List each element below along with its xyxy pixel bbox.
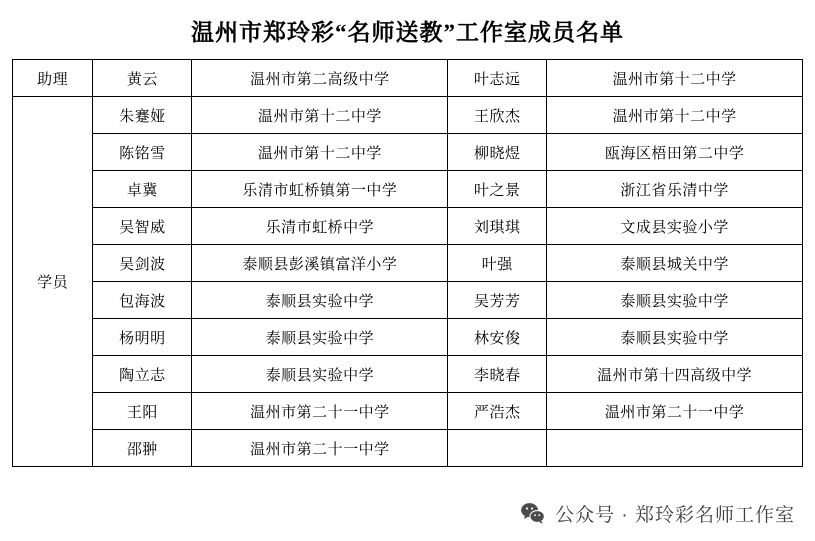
member-name: 邵翀 [93,430,192,467]
page-title: 温州市郑玲彩“名师送教”工作室成员名单 [191,20,624,45]
member-name: 卓冀 [93,171,192,208]
roster-table-container [0,59,815,467]
member-name: 严浩杰 [448,393,547,430]
table-row [13,245,803,282]
member-name: 叶强 [448,245,547,282]
table-row [13,97,803,134]
member-name: 吴智威 [93,208,192,245]
member-name: 朱蹇娅 [93,97,192,134]
member-school: 温州市第二十一中学 [547,393,803,430]
footer-text: 公众号 · 郑玲彩名师工作室 [555,505,795,526]
role-member-cell: 学员 [13,97,93,467]
member-name: 陶立志 [93,356,192,393]
member-name: 叶之景 [448,171,547,208]
table-row [13,60,803,97]
member-school [547,430,803,467]
member-school: 温州市第十四高级中学 [547,356,803,393]
member-school: 温州市第二十一中学 [192,430,448,467]
member-name [448,430,547,467]
member-name: 刘琪琪 [448,208,547,245]
member-school: 乐清市虹桥中学 [192,208,448,245]
member-name: 李晓春 [448,356,547,393]
member-school: 温州市第二十一中学 [192,393,448,430]
member-school: 泰顺县实验中学 [192,356,448,393]
member-name: 柳晓煜 [448,134,547,171]
member-name: 杨明明 [93,319,192,356]
member-name: 吴剑波 [93,245,192,282]
member-school: 温州市第十二中学 [192,97,448,134]
table-row [13,282,803,319]
member-school: 温州市第二高级中学 [192,60,448,97]
table-row [13,393,803,430]
table-row [13,171,803,208]
member-school: 温州市第十二中学 [192,134,448,171]
member-name: 叶志远 [448,60,547,97]
member-name: 黄云 [93,60,192,97]
member-school: 温州市第十二中学 [547,60,803,97]
member-school: 浙江省乐清中学 [547,171,803,208]
member-school: 泰顺县实验中学 [192,282,448,319]
member-school: 泰顺县实验中学 [547,282,803,319]
member-name: 王欣杰 [448,97,547,134]
member-name: 吴芳芳 [448,282,547,319]
member-school: 泰顺县实验中学 [547,319,803,356]
member-name: 包海波 [93,282,192,319]
member-school: 文成县实验小学 [547,208,803,245]
member-school: 瓯海区梧田第二中学 [547,134,803,171]
member-school: 温州市第十二中学 [547,97,803,134]
table-row [13,356,803,393]
role-assistant-cell: 助理 [13,60,93,97]
roster-table [12,59,803,467]
member-school: 乐清市虹桥镇第一中学 [192,171,448,208]
member-school: 泰顺县城关中学 [547,245,803,282]
table-row [13,430,803,467]
table-row [13,208,803,245]
member-name: 林安俊 [448,319,547,356]
wechat-icon [519,500,546,527]
footer-watermark [519,500,795,527]
member-school: 泰顺县实验中学 [192,319,448,356]
member-name: 王阳 [93,393,192,430]
table-row [13,134,803,171]
table-row [13,319,803,356]
member-school: 泰顺县彭溪镇富洋小学 [192,245,448,282]
member-name: 陈铭雪 [93,134,192,171]
